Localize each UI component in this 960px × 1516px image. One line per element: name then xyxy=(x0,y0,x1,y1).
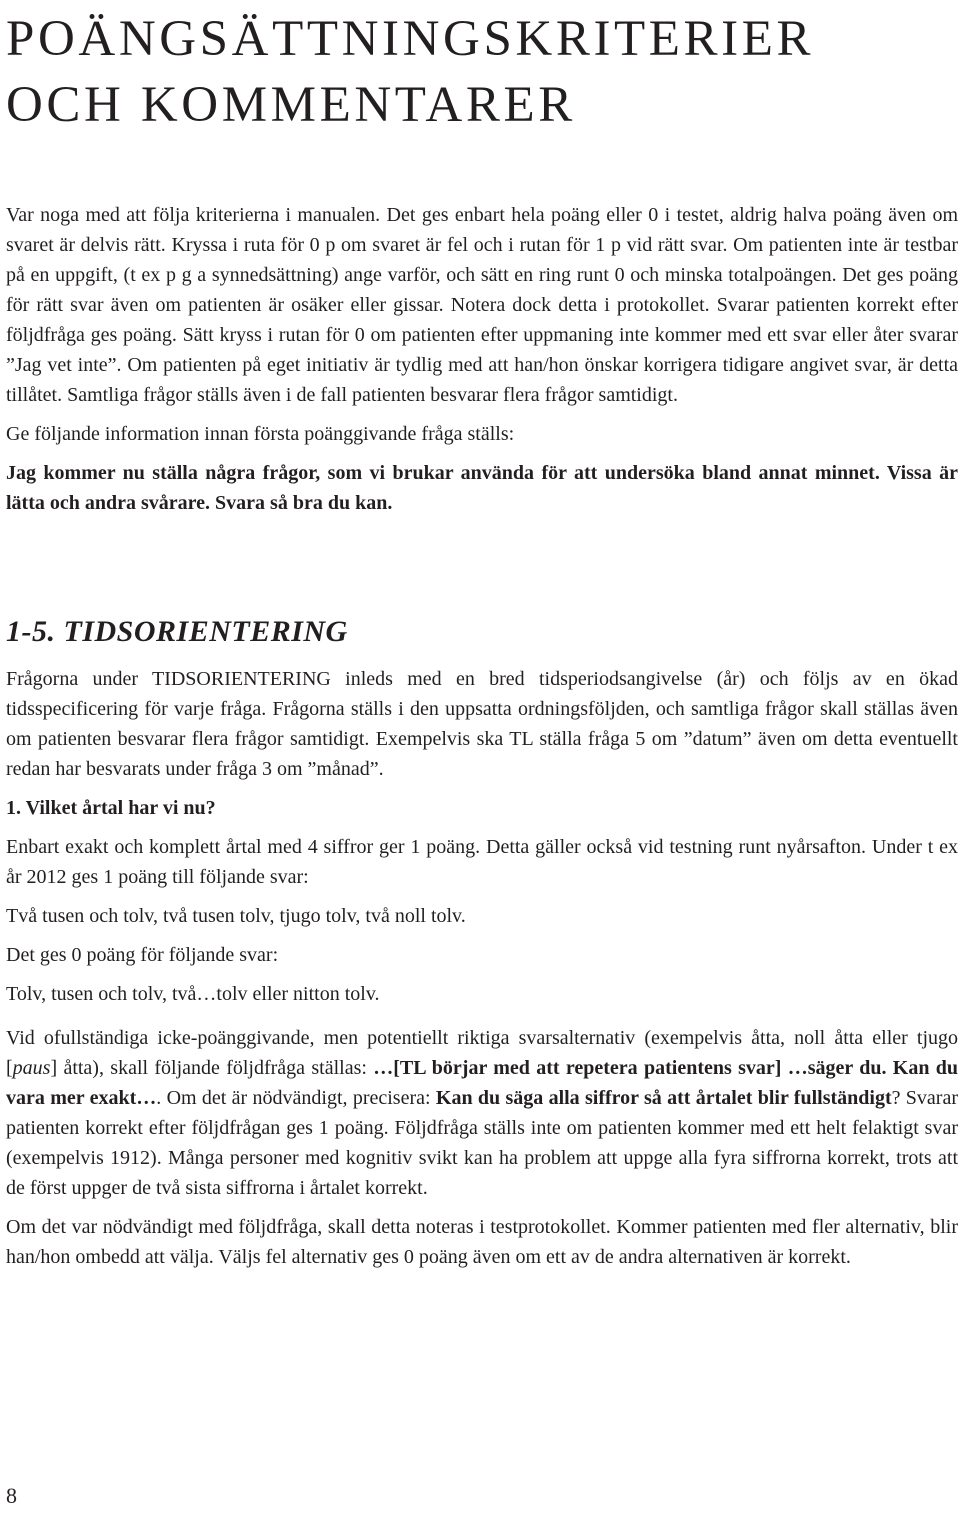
title-line-2: OCH KOMMENTARER xyxy=(6,77,576,133)
title-line-1: POÄNGSÄTTNINGSKRITERIER xyxy=(6,11,815,67)
p6-text-e: . Om det är nödvändigt, precisera: xyxy=(156,1087,436,1109)
p6-text-a: Vid ofullständiga icke-poänggivande, men potentiellt riktiga svarsalternativ (exempelvis åtta, noll åtta eller tjugo [ xyxy=(6,1027,958,1079)
p6-italic-paus: paus xyxy=(12,1057,51,1079)
incorrect-answers-example: Tolv, tusen och tolv, två…tolv eller nitton tolv. xyxy=(6,983,380,1005)
intro-block xyxy=(6,200,958,518)
section-paragraph-4: Det ges 0 poäng för följande svar: xyxy=(6,944,279,966)
section-paragraph-7: Om det var nödvändigt med följdfråga, skall detta noteras i testprotokollet. Kommer patienten med fler alternativ, blir han/hon ombedd att välja. Väljs fel alternativ ges 0 poäng även om ett av de andra alternativen är korrekt. xyxy=(6,1216,958,1268)
page-title xyxy=(6,6,958,138)
p6-bold-followup: …[TL börjar med att repetera patientens svar] …säger du. Kan du vara mer exakt… xyxy=(6,1057,958,1109)
intro-paragraph-2: Ge följande information innan första poänggivande fråga ställs: xyxy=(6,423,515,445)
p6-text-c: ] åtta), skall följande följdfråga ställas: xyxy=(50,1057,374,1079)
section-paragraph-2: Enbart exakt och komplett årtal med 4 siffror ger 1 poäng. Detta gäller också vid testning runt nyårsafton. Under t ex år 2012 ges 1 poäng till följande svar: xyxy=(6,836,958,888)
section-paragraph-1: Frågorna under TIDSORIENTERING inleds med en bred tidsperiodsangivelse (år) och följs av en ökad tidsspecificering för varje fråga. Frågorna ställs i den uppsatta ordningsföljden, och samtliga frågor skall ställas även om patienten besvarar flera frågor samtidigt. Exempelvis ska TL ställa fråga 5 om ”datum” även om detta eventuellt redan har besvarats under fråga 3 om ”månad”. xyxy=(6,668,958,780)
section-heading: 1-5. TIDSORIENTERING xyxy=(6,615,348,648)
intro-paragraph-1: Var noga med att följa kriterierna i manualen. Det ges enbart hela poäng eller 0 i testet, aldrig halva poäng även om svaret är delvis rätt. Kryssa i ruta för 0 p om svaret är fel och i rutan för 1 p vid rätt svar. Om patienten inte är testbar på en uppgift, (t ex p g a synnedsättning) ange varför, och sätt en ring runt 0 och minska totalpoängen. Det ges poäng för rätt svar även om patienten är osäker eller gissar. Notera dock detta i protokollet. Svarar patienten korrekt efter följdfråga ges poäng. Sätt kryss i rutan för 0 om patienten efter uppmaning inte kommer med ett svar eller åter svarar ”Jag vet inte”. Om patienten på eget initiativ är tydlig med att han/hon önskar korrigera tidigare angivet svar, är detta tillåtet. Samtliga frågor ställs även i de fall patienten besvarar flera frågor samtidigt. xyxy=(6,204,958,406)
correct-answers-example: Två tusen och tolv, två tusen tolv, tjugo tolv, två noll tolv. xyxy=(6,905,466,927)
page-number: 8 xyxy=(6,1483,17,1508)
section-tidsorientering xyxy=(6,614,958,1272)
section-paragraph-6 xyxy=(6,1023,958,1203)
p6-text-g: ? Svarar patienten korrekt efter följdfrågan ges 1 poäng. Följdfråga ställs inte om patienten kommer med ett helt felaktigt svar (exempelvis 1912). Många personer med kognitiv svikt kan ha problem att uppge alla fyra siffrorna korrekt, trots att de först uppger de två sista siffrorna i årtalet korrekt. xyxy=(6,1087,959,1199)
intro-instruction-text: Jag kommer nu ställa några frågor, som vi brukar använda för att undersöka bland annat minnet. Vissa är lätta och andra svårare. Svara så bra du kan. xyxy=(6,462,958,514)
p6-bold-question: Kan du säga alla siffror så att årtalet blir fullständigt xyxy=(435,1087,892,1109)
question-1-heading: 1. Vilket årtal har vi nu? xyxy=(6,797,216,819)
